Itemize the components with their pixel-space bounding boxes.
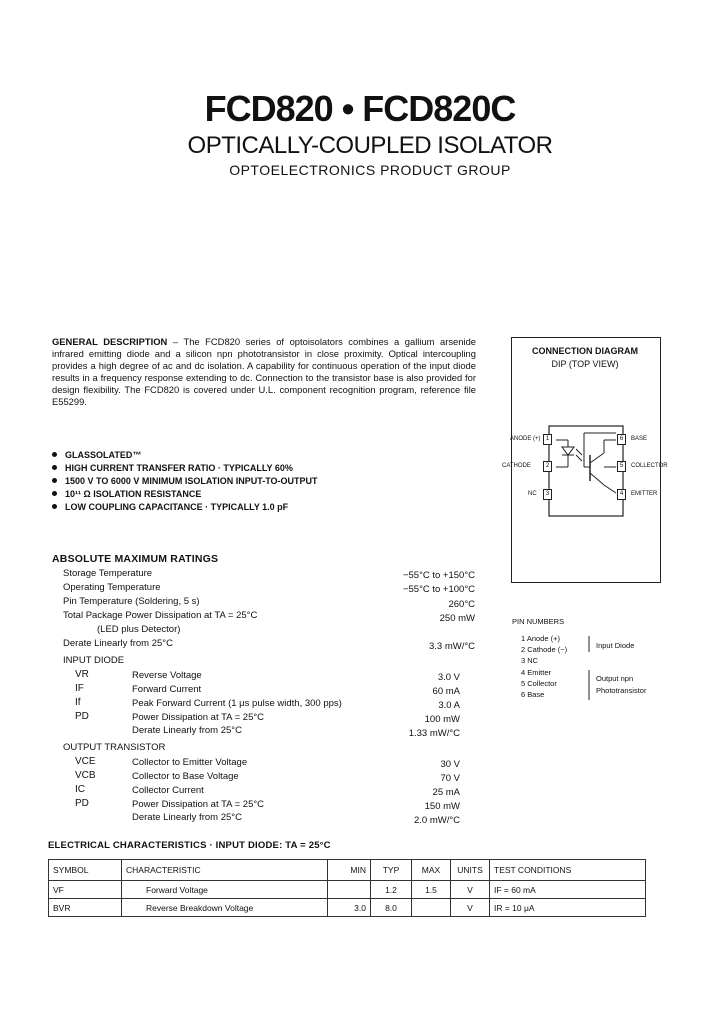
cell-conditions: IR = 10 μA xyxy=(490,899,646,917)
page-subtitle: OPTICALLY-COUPLED ISOLATOR xyxy=(187,132,553,159)
pin-label-cathode: CATHODE xyxy=(502,463,531,469)
product-group: OPTOELECTRONICS PRODUCT GROUP xyxy=(229,162,511,178)
pin-number: 6 xyxy=(617,434,626,445)
rating-value: 3.0 A xyxy=(438,700,460,711)
electrical-heading: ELECTRICAL CHARACTERISTICS · INPUT DIODE: TA = 25°C xyxy=(48,840,331,851)
pin-number: 2 xyxy=(543,461,552,472)
rating-label: Derate Linearly from 25°C xyxy=(132,725,242,736)
feature-item: 1500 V TO 6000 V MINIMUM ISOLATION INPUT-TO-OUTPUT xyxy=(52,476,318,486)
feature-item: HIGH CURRENT TRANSFER RATIO · TYPICALLY 60% xyxy=(52,463,293,473)
table-row xyxy=(49,899,646,917)
pin-group-bracket-icon xyxy=(586,634,592,704)
pin-numbers-heading: PIN NUMBERS xyxy=(512,617,565,626)
pin-label-collector: COLLECTOR xyxy=(631,463,668,469)
pin-label-base: BASE xyxy=(631,436,648,442)
output-transistor-heading: OUTPUT TRANSISTOR xyxy=(63,742,166,753)
rating-value: 60 mA xyxy=(432,686,460,697)
bullet-icon xyxy=(52,504,57,509)
cell-typ: 1.2 xyxy=(371,881,412,899)
rating-label: Total Package Power Dissipation at TA = 25°C xyxy=(63,610,258,621)
cell-characteristic: Reverse Breakdown Voltage xyxy=(122,899,328,917)
rating-value: 3.0 V xyxy=(437,672,460,683)
rating-symbol: PD xyxy=(75,711,89,722)
rating-label: Power Dissipation at TA = 25°C xyxy=(132,712,265,723)
pin-list-item: 2 Cathode (−) xyxy=(521,645,568,654)
cell-max: 1.5 xyxy=(412,881,451,899)
rating-symbol: IF xyxy=(75,683,84,694)
connection-diagram-title: CONNECTION DIAGRAM xyxy=(532,346,638,356)
rating-label: Collector to Emitter Voltage xyxy=(132,757,248,768)
cell-min xyxy=(328,881,371,899)
page-title: FCD820 • FCD820C xyxy=(204,88,516,129)
column-header: UNITS xyxy=(451,860,490,881)
cell-max xyxy=(412,899,451,917)
feature-item: LOW COUPLING CAPACITANCE · TYPICALLY 1.0 pF xyxy=(52,502,288,512)
pin-list-item: 6 Base xyxy=(521,690,545,699)
rating-value: 250 mW xyxy=(439,613,475,624)
pin-number: 4 xyxy=(617,489,626,500)
feature-item: 10¹¹ Ω ISOLATION RESISTANCE xyxy=(52,489,201,499)
pin-number: 3 xyxy=(543,489,552,500)
input-diode-heading: INPUT DIODE xyxy=(63,655,125,666)
pin-list-item: 1 Anode (+) xyxy=(521,634,560,643)
pin-list-item: 5 Collector xyxy=(521,679,557,688)
rating-value: −55°C to +100°C xyxy=(402,584,475,595)
pin-group-input: Input Diode xyxy=(596,641,635,650)
rating-value: −55°C to +150°C xyxy=(402,570,475,581)
dip-package-icon xyxy=(548,425,624,517)
rating-value: 1.33 mW/°C xyxy=(408,728,460,739)
rating-label: Storage Temperature xyxy=(63,568,153,579)
rating-label: Pin Temperature (Soldering, 5 s) xyxy=(63,596,200,607)
cell-characteristic: Forward Voltage xyxy=(122,881,328,899)
pin-label-anode: ANODE (+) xyxy=(510,436,541,442)
electrical-table xyxy=(48,859,646,917)
rating-label: Collector Current xyxy=(132,785,204,796)
rating-label: Operating Temperature xyxy=(63,582,161,593)
cell-typ: 8.0 xyxy=(371,899,412,917)
description-heading: GENERAL DESCRIPTION xyxy=(52,336,168,347)
table-header-row xyxy=(49,860,646,881)
bullet-icon xyxy=(52,452,57,457)
rating-label: Derate Linearly from 25°C xyxy=(132,812,242,823)
bullet-icon xyxy=(52,465,57,470)
rating-label: (LED plus Detector) xyxy=(97,624,181,635)
cell-units: V xyxy=(451,881,490,899)
table-row xyxy=(49,881,646,899)
rating-label: Derate Linearly from 25°C xyxy=(63,638,173,649)
rating-value: 25 mA xyxy=(432,787,460,798)
pin-list-item: 4 Emitter xyxy=(521,668,552,677)
column-header: TYP xyxy=(371,860,412,881)
cell-conditions: IF = 60 mA xyxy=(490,881,646,899)
rating-label: Reverse Voltage xyxy=(132,670,202,681)
rating-value: 2.0 mW/°C xyxy=(413,815,460,826)
column-header: CHARACTERISTIC xyxy=(122,860,328,881)
bullet-icon xyxy=(52,478,57,483)
cell-units: V xyxy=(451,899,490,917)
rating-value: 100 mW xyxy=(424,714,460,725)
ratings-heading: ABSOLUTE MAXIMUM RATINGS xyxy=(52,553,219,565)
rating-symbol: If xyxy=(75,697,81,708)
cell-min: 3.0 xyxy=(328,899,371,917)
rating-label: Forward Current xyxy=(132,684,202,695)
connection-diagram-subtitle: DIP (TOP VIEW) xyxy=(551,359,619,369)
pin-label-emitter: EMITTER xyxy=(631,491,658,497)
pin-label-nc: NC xyxy=(528,491,537,497)
cell-symbol: VF xyxy=(49,881,122,899)
column-header: TEST CONDITIONS xyxy=(490,860,646,881)
pin-number: 1 xyxy=(543,434,552,445)
pin-group-output: Output npn xyxy=(596,674,634,683)
description-text: – The FCD820 series of optoisolators combines a gallium arsenide infrared emitting diode and a silicon npn phototransistor in close proximity. Optical intercoupling provides a high degree of ac and dc isolation. A capability for continuous operation of the input diode results in a frequency response extending to dc. Connection to the transistor base is also provided for design flexibility. The FCD820 is covered under U.L. component recognition program, reference file E55299. xyxy=(52,336,476,408)
pin-list-item: 3 NC xyxy=(521,656,539,665)
cell-symbol: BVR xyxy=(49,899,122,917)
rating-value: 150 mW xyxy=(424,801,460,812)
column-header: SYMBOL xyxy=(49,860,122,881)
rating-value: 70 V xyxy=(440,773,460,784)
pin-number: 5 xyxy=(617,461,626,472)
rating-symbol: VCE xyxy=(75,756,96,767)
rating-symbol: VCB xyxy=(75,770,96,781)
rating-symbol: VR xyxy=(75,669,89,680)
bullet-icon xyxy=(52,491,57,496)
rating-value: 30 V xyxy=(440,759,460,770)
rating-label: Peak Forward Current (1 μs pulse width, 300 pps) xyxy=(132,698,342,709)
rating-label: Power Dissipation at TA = 25°C xyxy=(132,799,265,810)
feature-item: GLASSOLATED™ xyxy=(52,450,141,460)
rating-value: 3.3 mW/°C xyxy=(428,641,475,652)
rating-symbol: IC xyxy=(75,784,85,795)
general-description xyxy=(52,336,476,409)
rating-label: Collector to Base Voltage xyxy=(132,771,239,782)
column-header: MAX xyxy=(412,860,451,881)
column-header: MIN xyxy=(328,860,371,881)
pin-group-output: Phototransistor xyxy=(596,686,647,695)
rating-symbol: PD xyxy=(75,798,89,809)
rating-value: 260°C xyxy=(448,599,475,610)
